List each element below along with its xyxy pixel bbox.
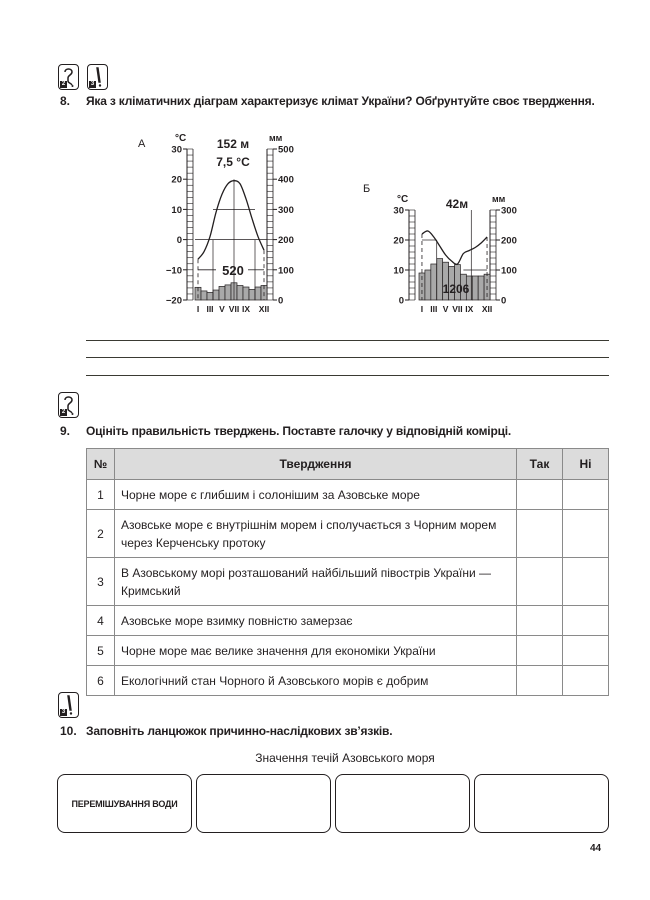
- chain-box-1[interactable]: ПЕРЕМІШУВАННЯ ВОДИ: [57, 774, 192, 833]
- left-tick-label: −10: [165, 265, 182, 277]
- exclamation-level-icon: [87, 64, 108, 90]
- yes-cell[interactable]: [517, 558, 563, 606]
- yes-cell[interactable]: [517, 636, 563, 666]
- x-tick-label: XII: [258, 304, 270, 314]
- table-row: [87, 480, 609, 510]
- right-axis-unit: мм: [269, 133, 283, 143]
- row-number: 1: [87, 480, 115, 510]
- annual-precipitation-label: 520: [222, 263, 244, 278]
- left-tick-label: 10: [393, 265, 404, 277]
- x-tick-label: III: [206, 304, 214, 314]
- header-no: Ні: [563, 449, 609, 480]
- left-tick-label: 20: [393, 235, 404, 247]
- left-axis-unit: °C: [175, 133, 187, 144]
- right-tick-label: 0: [501, 295, 507, 307]
- chart-label: А: [138, 138, 146, 150]
- left-tick-label: 30: [393, 205, 404, 217]
- chart-label: Б: [363, 183, 371, 195]
- level-badge: 2: [61, 81, 66, 87]
- row-number: 3: [87, 558, 115, 606]
- left-tick-label: 0: [398, 295, 404, 307]
- header-statement: Твердження: [115, 449, 517, 480]
- right-axis-unit: мм: [492, 194, 506, 204]
- table-row: [87, 636, 609, 666]
- level-badge: 3: [61, 709, 66, 715]
- yes-cell[interactable]: [517, 666, 563, 696]
- right-tick-label: 100: [501, 265, 517, 277]
- annual-precipitation-label: 1206: [442, 282, 470, 296]
- statements-table: [86, 448, 609, 696]
- chain-box-2[interactable]: [196, 774, 331, 833]
- x-tick-label: VII: [452, 304, 463, 314]
- row-statement: Азовське море взимку повністю замерзає: [115, 606, 517, 636]
- row-statement: Чорне море має велике значення для економіки України: [115, 636, 517, 666]
- x-tick-label: IX: [465, 304, 474, 314]
- row-number: 6: [87, 666, 115, 696]
- precipitation-bar: [207, 292, 213, 300]
- left-tick-label: 0: [176, 235, 182, 247]
- row-statement: Екологічний стан Чорного й Азовського морів є добрим: [115, 666, 517, 696]
- question-8-text: Яка з кліматичних діаграм характеризує клімат України? Обґрунтуйте своє твердження.: [86, 94, 595, 108]
- x-tick-label: VII: [228, 304, 240, 314]
- no-cell[interactable]: [563, 510, 609, 558]
- precipitation-bar: [237, 286, 243, 300]
- station-elevation: 42м: [445, 197, 469, 211]
- no-cell[interactable]: [563, 558, 609, 606]
- x-tick-label: I: [420, 304, 424, 314]
- right-tick-label: 500: [278, 144, 294, 156]
- left-tick-label: −20: [165, 295, 182, 307]
- yes-cell[interactable]: [517, 480, 563, 510]
- precipitation-bar: [425, 270, 431, 300]
- right-tick-label: 100: [278, 265, 294, 277]
- yes-cell[interactable]: [517, 606, 563, 636]
- left-tick-label: 30: [171, 144, 182, 156]
- x-tick-label: IX: [241, 304, 251, 314]
- climate-chart-b: [355, 175, 535, 320]
- row-number: 5: [87, 636, 115, 666]
- right-tick-label: 400: [278, 174, 294, 186]
- answer-line[interactable]: [86, 357, 609, 358]
- answer-line[interactable]: [86, 375, 609, 376]
- left-tick-label: 10: [171, 204, 182, 216]
- row-statement: В Азовському морі розташований найбільший півострів України — Кримський: [115, 558, 517, 606]
- chain-box-3[interactable]: [335, 774, 470, 833]
- precipitation-bar: [255, 287, 261, 300]
- question-9-number: 9.: [60, 424, 71, 438]
- row-statement: Чорне море є глибшим і солонішим за Азовське море: [115, 480, 517, 510]
- precipitation-bar: [225, 285, 231, 300]
- right-tick-label: 300: [501, 205, 517, 217]
- question-level-icon: [58, 64, 79, 90]
- page-number: 44: [590, 843, 602, 854]
- header-number: №: [87, 449, 115, 480]
- chain-box-4[interactable]: [474, 774, 609, 833]
- row-statement: Азовське море є внутрішнім морем і сполучається з Чорним морем через Керченську протоку: [115, 510, 517, 558]
- x-tick-label: III: [430, 304, 438, 314]
- right-tick-label: 0: [278, 295, 284, 307]
- x-tick-label: I: [196, 304, 200, 314]
- x-tick-label: V: [442, 304, 449, 314]
- answer-line[interactable]: [86, 340, 609, 341]
- question-8-number: 8.: [60, 94, 71, 108]
- question-level-icon: [58, 392, 79, 418]
- table-header-row: [87, 449, 609, 480]
- row-number: 4: [87, 606, 115, 636]
- right-tick-label: 200: [278, 235, 294, 247]
- x-tick-label: XII: [481, 304, 493, 314]
- level-badge: 2: [61, 409, 66, 415]
- precipitation-bar: [213, 290, 219, 300]
- precipitation-bar: [201, 291, 207, 300]
- question-9-text: Оцініть правильність тверджень. Поставте галочку у відповідній комірці.: [86, 424, 512, 438]
- right-tick-label: 300: [278, 204, 294, 216]
- no-cell[interactable]: [563, 480, 609, 510]
- precipitation-bar: [478, 276, 484, 300]
- precipitation-bar: [219, 286, 225, 300]
- question-10-text: Заповніть ланцюжок причинно-наслідкових зв’язків.: [86, 724, 393, 738]
- mean-annual-temperature: 7,5 °C: [216, 155, 250, 169]
- left-axis-unit: °C: [397, 194, 409, 205]
- level-badge: 3: [90, 81, 95, 87]
- table-row: [87, 510, 609, 558]
- temperature-line: [198, 181, 264, 260]
- precipitation-bar: [431, 264, 437, 300]
- x-tick-label: V: [219, 304, 225, 314]
- precipitation-bar: [472, 276, 478, 300]
- yes-cell[interactable]: [517, 510, 563, 558]
- precipitation-bar: [249, 289, 255, 300]
- header-yes: Так: [517, 449, 563, 480]
- exclamation-level-icon: [58, 692, 79, 718]
- right-tick-label: 200: [501, 235, 517, 247]
- climate-chart-a: [130, 120, 320, 325]
- question-10-number: 10.: [60, 724, 77, 738]
- left-tick-label: 20: [171, 174, 182, 186]
- table-row: [87, 666, 609, 696]
- station-elevation: 152 м: [216, 137, 250, 151]
- temperature-line: [422, 231, 487, 264]
- row-number: 2: [87, 510, 115, 558]
- no-cell[interactable]: [563, 606, 609, 636]
- no-cell[interactable]: [563, 636, 609, 666]
- no-cell[interactable]: [563, 666, 609, 696]
- table-row: [87, 606, 609, 636]
- table-row: [87, 558, 609, 606]
- chain-title: Значення течій Азовського моря: [255, 751, 435, 765]
- precipitation-bar: [243, 287, 249, 300]
